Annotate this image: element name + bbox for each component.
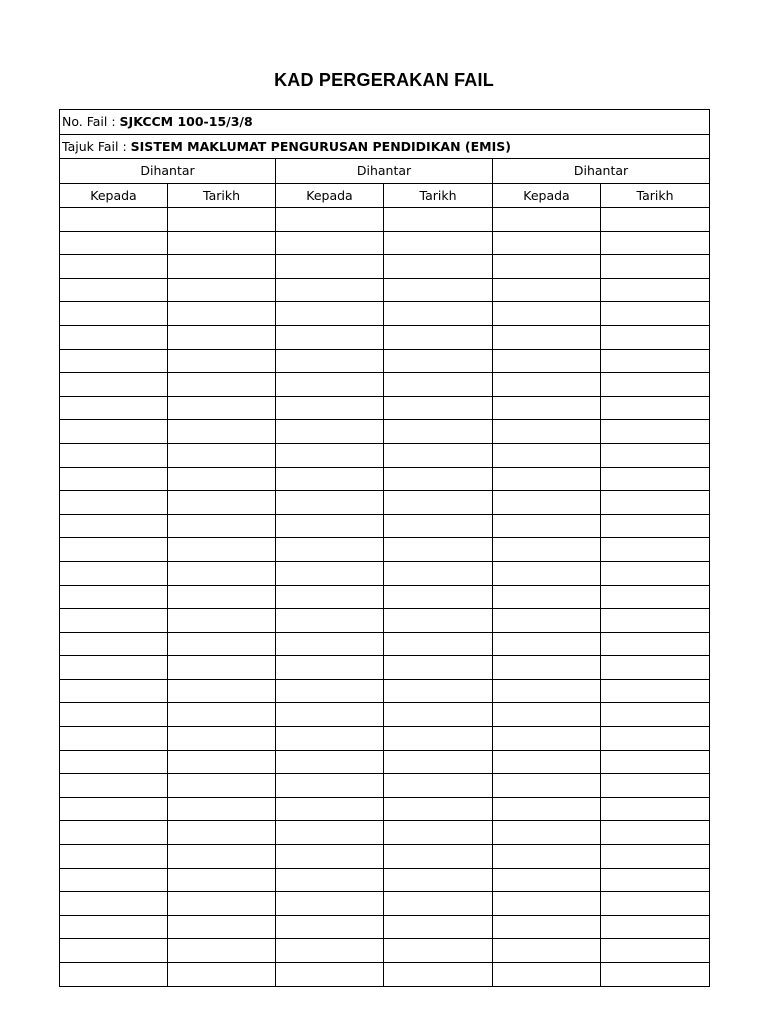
group-header-sent-3: Dihantar — [493, 159, 710, 184]
table-cell-to — [60, 939, 168, 963]
table-row — [60, 538, 710, 562]
table-cell-to — [60, 325, 168, 349]
table-cell-date — [601, 278, 710, 302]
table-cell-date — [601, 325, 710, 349]
table-cell-to — [276, 538, 384, 562]
table-cell-to — [493, 467, 601, 491]
table-cell-date — [384, 255, 493, 279]
table-cell-date — [168, 443, 276, 467]
file-number-value: SJKCCM 100-15/3/8 — [119, 114, 253, 130]
table-cell-date — [168, 420, 276, 444]
table-row — [60, 278, 710, 302]
table-cell-date — [168, 538, 276, 562]
table-cell-to — [493, 679, 601, 703]
column-header-date: Tarikh — [168, 183, 276, 208]
table-cell-to — [60, 278, 168, 302]
table-cell-date — [384, 420, 493, 444]
table-row — [60, 373, 710, 397]
table-cell-to — [276, 821, 384, 845]
table-cell-to — [60, 727, 168, 751]
table-cell-to — [493, 797, 601, 821]
table-cell-to — [60, 632, 168, 656]
table-cell-to — [493, 302, 601, 326]
table-cell-date — [168, 939, 276, 963]
table-cell-date — [601, 514, 710, 538]
table-cell-date — [384, 750, 493, 774]
table-cell-date — [601, 821, 710, 845]
table-cell-to — [276, 585, 384, 609]
table-cell-date — [168, 656, 276, 680]
table-cell-to — [493, 703, 601, 727]
column-header-row — [60, 183, 710, 208]
table-cell-date — [384, 443, 493, 467]
table-cell-to — [276, 750, 384, 774]
table-cell-date — [601, 255, 710, 279]
table-cell-date — [168, 963, 276, 987]
table-cell-date — [168, 255, 276, 279]
table-cell-to — [493, 939, 601, 963]
table-cell-date — [601, 208, 710, 232]
file-title-label: Tajuk Fail : — [62, 138, 127, 154]
table-cell-date — [601, 609, 710, 633]
table-cell-to — [493, 892, 601, 916]
table-cell-to — [60, 467, 168, 491]
table-cell-to — [276, 939, 384, 963]
table-cell-date — [601, 585, 710, 609]
file-title-cell — [60, 134, 710, 159]
file-number-row — [60, 110, 710, 135]
table-row — [60, 585, 710, 609]
table-cell-to — [60, 491, 168, 515]
table-cell-date — [384, 491, 493, 515]
table-cell-date — [384, 939, 493, 963]
table-cell-to — [60, 561, 168, 585]
table-cell-to — [276, 467, 384, 491]
table-cell-date — [601, 750, 710, 774]
table-cell-date — [601, 632, 710, 656]
table-row — [60, 750, 710, 774]
table-cell-date — [601, 561, 710, 585]
table-cell-to — [60, 373, 168, 397]
table-cell-to — [276, 255, 384, 279]
table-cell-to — [60, 255, 168, 279]
table-cell-to — [276, 491, 384, 515]
table-cell-to — [493, 278, 601, 302]
table-cell-date — [168, 774, 276, 798]
table-cell-date — [384, 302, 493, 326]
table-cell-to — [60, 845, 168, 869]
table-row — [60, 491, 710, 515]
table-cell-date — [384, 868, 493, 892]
table-cell-to — [276, 420, 384, 444]
table-row — [60, 255, 710, 279]
table-cell-date — [384, 278, 493, 302]
table-cell-date — [601, 797, 710, 821]
table-cell-date — [168, 325, 276, 349]
table-row — [60, 208, 710, 232]
file-number-label: No. Fail : — [62, 114, 116, 130]
table-cell-to — [276, 396, 384, 420]
table-cell-date — [384, 538, 493, 562]
table-row — [60, 797, 710, 821]
table-cell-date — [601, 656, 710, 680]
table-cell-to — [493, 491, 601, 515]
table-cell-date — [384, 679, 493, 703]
table-cell-date — [168, 491, 276, 515]
table-cell-to — [60, 703, 168, 727]
table-cell-date — [601, 302, 710, 326]
table-cell-to — [276, 679, 384, 703]
table-cell-to — [493, 727, 601, 751]
table-row — [60, 892, 710, 916]
table-cell-date — [168, 373, 276, 397]
table-cell-date — [384, 561, 493, 585]
table-cell-date — [601, 963, 710, 987]
table-cell-to — [60, 750, 168, 774]
table-cell-to — [276, 703, 384, 727]
table-cell-date — [168, 679, 276, 703]
table-cell-date — [168, 632, 276, 656]
table-cell-date — [168, 892, 276, 916]
table-cell-to — [60, 208, 168, 232]
table-cell-date — [168, 467, 276, 491]
table-cell-to — [493, 514, 601, 538]
table-cell-date — [601, 491, 710, 515]
table-cell-to — [60, 821, 168, 845]
table-row — [60, 963, 710, 987]
table-row — [60, 396, 710, 420]
table-cell-date — [384, 892, 493, 916]
table-cell-date — [601, 868, 710, 892]
group-header-sent-2: Dihantar — [276, 159, 493, 184]
table-cell-to — [60, 349, 168, 373]
table-cell-to — [276, 302, 384, 326]
table-row — [60, 302, 710, 326]
table-row — [60, 939, 710, 963]
table-row — [60, 845, 710, 869]
table-cell-date — [168, 208, 276, 232]
table-cell-date — [601, 892, 710, 916]
table-row — [60, 231, 710, 255]
table-cell-date — [601, 443, 710, 467]
table-cell-date — [168, 797, 276, 821]
column-header-to: Kepada — [493, 183, 601, 208]
table-cell-to — [60, 679, 168, 703]
table-cell-to — [493, 656, 601, 680]
table-cell-date — [601, 349, 710, 373]
table-cell-date — [168, 609, 276, 633]
table-cell-date — [601, 373, 710, 397]
table-cell-date — [168, 349, 276, 373]
table-row — [60, 514, 710, 538]
table-cell-to — [493, 255, 601, 279]
table-cell-date — [384, 396, 493, 420]
table-cell-date — [384, 821, 493, 845]
table-cell-to — [276, 727, 384, 751]
table-row — [60, 821, 710, 845]
table-cell-to — [493, 561, 601, 585]
table-cell-to — [60, 868, 168, 892]
table-cell-date — [168, 727, 276, 751]
table-cell-to — [60, 538, 168, 562]
file-title-row — [60, 134, 710, 159]
table-cell-to — [276, 208, 384, 232]
table-cell-to — [493, 325, 601, 349]
table-cell-date — [384, 656, 493, 680]
table-cell-to — [493, 231, 601, 255]
table-cell-to — [493, 349, 601, 373]
table-cell-to — [60, 420, 168, 444]
table-cell-to — [493, 609, 601, 633]
table-cell-date — [601, 939, 710, 963]
table-cell-to — [493, 396, 601, 420]
table-cell-date — [168, 821, 276, 845]
table-cell-date — [168, 750, 276, 774]
table-cell-to — [60, 443, 168, 467]
table-cell-to — [276, 325, 384, 349]
table-cell-to — [60, 963, 168, 987]
table-cell-to — [60, 797, 168, 821]
table-cell-to — [60, 609, 168, 633]
group-header-sent-1: Dihantar — [60, 159, 276, 184]
table-cell-date — [384, 467, 493, 491]
table-cell-date — [384, 703, 493, 727]
table-cell-to — [493, 373, 601, 397]
table-cell-date — [601, 231, 710, 255]
table-cell-to — [276, 632, 384, 656]
table-row — [60, 443, 710, 467]
table-cell-date — [384, 349, 493, 373]
table-cell-date — [384, 231, 493, 255]
table-cell-to — [493, 443, 601, 467]
table-cell-to — [60, 774, 168, 798]
table-cell-to — [493, 538, 601, 562]
table-cell-date — [384, 915, 493, 939]
group-header-row — [60, 159, 710, 184]
table-cell-to — [493, 868, 601, 892]
table-row — [60, 727, 710, 751]
table-cell-date — [168, 302, 276, 326]
table-cell-to — [493, 420, 601, 444]
table-cell-to — [276, 963, 384, 987]
table-cell-to — [276, 514, 384, 538]
table-cell-to — [276, 609, 384, 633]
table-cell-to — [60, 302, 168, 326]
table-cell-to — [493, 963, 601, 987]
table-cell-to — [276, 868, 384, 892]
table-cell-to — [276, 231, 384, 255]
table-cell-date — [168, 845, 276, 869]
table-cell-to — [276, 797, 384, 821]
table-cell-date — [384, 963, 493, 987]
table-cell-to — [493, 750, 601, 774]
table-cell-to — [60, 892, 168, 916]
table-cell-date — [168, 703, 276, 727]
table-cell-to — [60, 396, 168, 420]
table-row — [60, 349, 710, 373]
table-cell-date — [384, 774, 493, 798]
column-header-to: Kepada — [276, 183, 384, 208]
table-cell-to — [276, 915, 384, 939]
table-cell-to — [493, 632, 601, 656]
table-cell-to — [276, 892, 384, 916]
table-cell-date — [384, 609, 493, 633]
table-cell-date — [601, 915, 710, 939]
table-row — [60, 632, 710, 656]
table-cell-date — [601, 703, 710, 727]
column-header-date: Tarikh — [384, 183, 493, 208]
table-cell-date — [384, 208, 493, 232]
file-movement-table — [59, 109, 710, 987]
table-cell-date — [601, 845, 710, 869]
table-cell-to — [493, 585, 601, 609]
table-cell-date — [168, 915, 276, 939]
table-row — [60, 325, 710, 349]
table-row — [60, 561, 710, 585]
table-row — [60, 915, 710, 939]
table-cell-date — [384, 727, 493, 751]
table-cell-date — [168, 278, 276, 302]
table-row — [60, 467, 710, 491]
table-cell-date — [384, 514, 493, 538]
table-row — [60, 774, 710, 798]
page-title: KAD PERGERAKAN FAIL — [274, 70, 494, 90]
table-cell-date — [168, 868, 276, 892]
file-number-cell — [60, 110, 710, 135]
table-cell-to — [493, 208, 601, 232]
table-cell-to — [60, 915, 168, 939]
table-cell-date — [384, 845, 493, 869]
file-title-value: SISTEM MAKLUMAT PENGURUSAN PENDIDIKAN (EMIS) — [130, 138, 511, 154]
table-row — [60, 420, 710, 444]
table-cell-to — [60, 514, 168, 538]
table-cell-to — [276, 656, 384, 680]
table-cell-to — [276, 278, 384, 302]
table-cell-date — [168, 561, 276, 585]
table-cell-date — [384, 373, 493, 397]
table-cell-to — [276, 373, 384, 397]
table-row — [60, 679, 710, 703]
table-cell-date — [601, 396, 710, 420]
table-cell-date — [168, 396, 276, 420]
table-cell-to — [276, 349, 384, 373]
table-cell-to — [276, 845, 384, 869]
table-cell-date — [601, 467, 710, 491]
table-cell-date — [168, 514, 276, 538]
column-header-date: Tarikh — [601, 183, 710, 208]
table-cell-to — [60, 585, 168, 609]
table-cell-date — [601, 538, 710, 562]
table-cell-date — [384, 632, 493, 656]
table-cell-date — [601, 774, 710, 798]
table-cell-to — [276, 774, 384, 798]
table-cell-date — [168, 231, 276, 255]
table-cell-to — [60, 656, 168, 680]
table-cell-to — [493, 774, 601, 798]
table-cell-date — [601, 420, 710, 444]
table-row — [60, 609, 710, 633]
table-row — [60, 703, 710, 727]
table-row — [60, 656, 710, 680]
table-cell-date — [384, 585, 493, 609]
table-cell-date — [384, 797, 493, 821]
table-cell-date — [168, 585, 276, 609]
table-cell-to — [493, 821, 601, 845]
table-cell-to — [493, 915, 601, 939]
table-cell-to — [276, 561, 384, 585]
table-cell-date — [601, 727, 710, 751]
table-cell-to — [276, 443, 384, 467]
table-cell-date — [601, 679, 710, 703]
table-row — [60, 868, 710, 892]
table-cell-to — [60, 231, 168, 255]
table-cell-date — [384, 325, 493, 349]
table-cell-to — [493, 845, 601, 869]
column-header-to: Kepada — [60, 183, 168, 208]
